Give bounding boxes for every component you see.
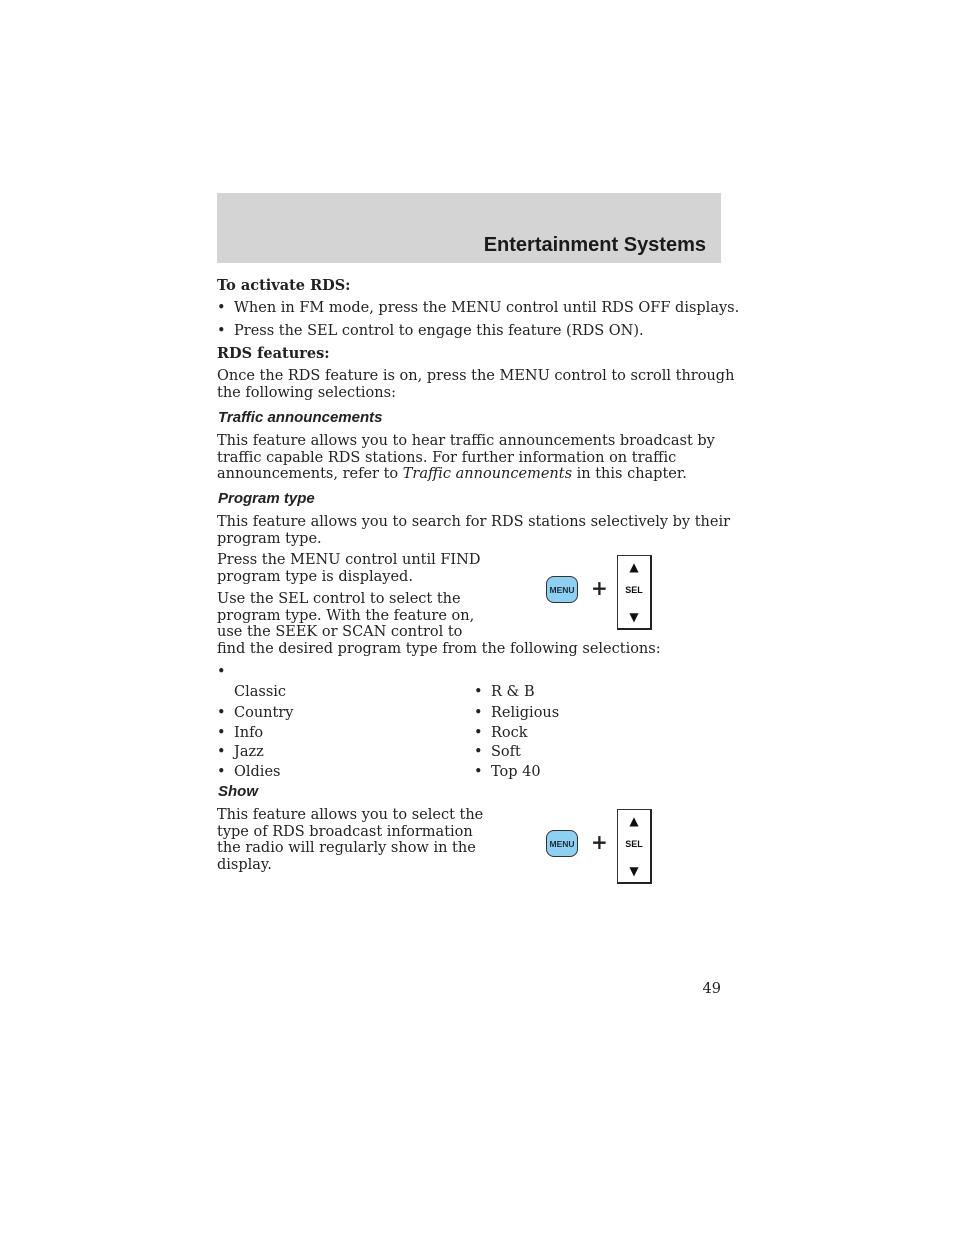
- activate-bullet-text: When in FM mode, press the MENU control until RDS OFF displays.: [234, 300, 740, 316]
- sel-label: SEL: [625, 839, 643, 849]
- menu-button-icon: MENU: [546, 830, 578, 857]
- down-arrow-icon: ▼: [629, 610, 639, 624]
- up-arrow-icon: ▲: [629, 814, 639, 828]
- program-type-use: Use the SEL control to select the program type. With the feature on, use the SEEK or SCAN control to find the desired program type from the following selections:: [217, 591, 661, 657]
- sel-label: SEL: [625, 585, 643, 595]
- chapter-title: Entertainment Systems: [483, 234, 706, 256]
- traffic-paragraph: This feature allows you to hear traffic announcements broadcast by traffic capable RDS stations. For further information on traffic announcements, refer to Traffic announcements in this chapter.: [217, 433, 715, 482]
- traffic-heading: Traffic announcements: [218, 409, 383, 426]
- features-intro: Once the RDS feature is on, press the MENU control to scroll through the following selections:: [217, 368, 735, 401]
- sel-control-icon: [617, 809, 652, 884]
- program-type-intro: This feature allows you to search for RDS stations selectively by their program type.: [217, 514, 731, 547]
- down-arrow-icon: ▼: [629, 864, 639, 878]
- activate-bullet-text: Press the SEL control to engage this feature (RDS ON).: [234, 323, 644, 339]
- program-type-press: Press the MENU control until FIND program type is displayed.: [217, 552, 481, 585]
- program-type-heading: Program type: [218, 490, 315, 507]
- page-number: 49: [702, 981, 721, 997]
- traffic-reference: Traffic announcements: [402, 466, 573, 482]
- program-type-option: Classic: [234, 684, 287, 700]
- sel-control-icon: [617, 555, 652, 630]
- show-heading: Show: [218, 783, 258, 800]
- show-paragraph: This feature allows you to select the type of RDS broadcast information the radio will regularly show in the display.: [217, 807, 484, 873]
- plus-icon: +: [591, 576, 608, 600]
- features-heading: RDS features:: [217, 345, 330, 362]
- chapter-header: [217, 193, 721, 263]
- menu-button-icon: MENU: [546, 576, 578, 603]
- activate-heading: To activate RDS:: [217, 277, 351, 294]
- plus-icon: +: [591, 830, 608, 854]
- up-arrow-icon: ▲: [629, 560, 639, 574]
